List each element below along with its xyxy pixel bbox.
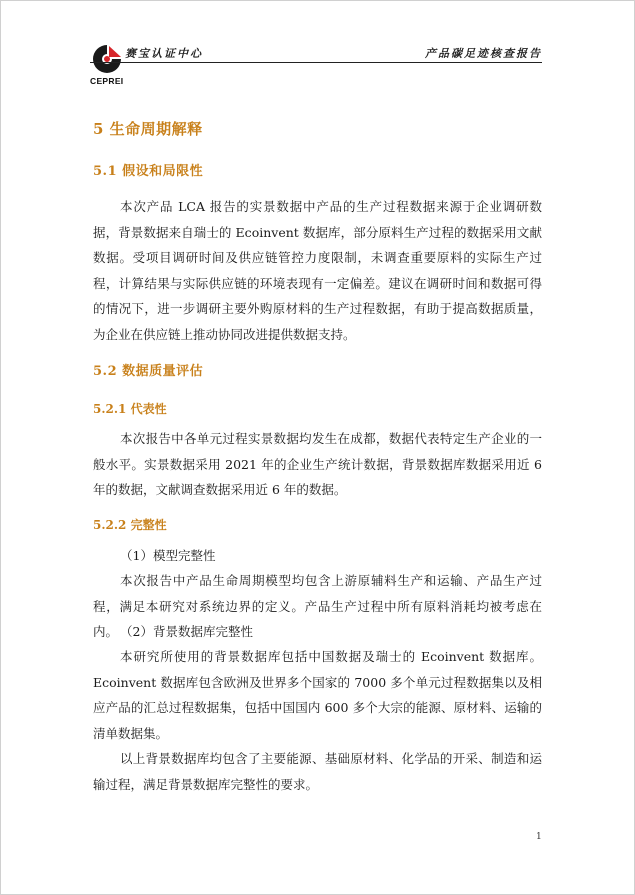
paragraph-assumptions: 本次产品 LCA 报告的实景数据中产品的生产过程数据来源于企业调研数据，背景数据来自瑞士的 Ecoinvent 数据库，部分原料生产过程的数据采用文献数据。受项目调研时间及供应链管控力度限制，未调查重要原料的实际生产过程，计算结果与实际供应链的环境表现有一定偏差。建议在调研时间和数据可得的情况下，进一步调研主要外购原材料的生产过程数据，有助于提高数据质量，为企业在供应链上推动协同改进提供数据支持。 xyxy=(93,199,542,342)
org-name: 赛宝认证中心 xyxy=(125,47,203,60)
paragraph-representativeness: 本次报告中各单元过程实景数据均发生在成都，数据代表特定生产企业的一般水平。实景数据采用 2021 年的企业生产统计数据，背景数据库数据采用近 6 年的数据，文献调查数据采用近 6 年的数据。 xyxy=(93,431,542,497)
subsection-heading-5-2-1: 5.2.1 代表性 xyxy=(93,402,167,416)
page-header xyxy=(90,34,542,86)
paragraph-model-completeness: 本次报告中产品生命周期模型均包含上游原辅料生产和运输、产品生产过程，满足本研究对系统边界的定义。产品生产过程中所有原料消耗均被考虑在内。 xyxy=(93,573,542,639)
paragraph-background-db-summary: 以上背景数据库均包含了主要能源、基础原材料、化学品的开采、制造和运输过程，满足背景数据库完整性的要求。 xyxy=(93,751,542,792)
report-title: 产品碳足迹核查报告 xyxy=(425,47,542,60)
header-divider xyxy=(90,62,542,63)
item-label-model: （1）模型完整性 xyxy=(120,548,216,563)
subsection-heading-5-2: 5.2 数据质量评估 xyxy=(93,364,204,379)
paragraph-background-db: 本研究所使用的背景数据库包括中国数据及瑞士的 Ecoinvent 数据库。Ecoinvent 数据库包含欧洲及世界多个国家的 7000 多个单元过程数据集以及相应产品的汇总过程数据集，包括中国国内 600 多个大宗的能源、原材料、运输的清单数据集。 xyxy=(93,649,542,741)
section-heading: 5 生命周期解释 xyxy=(93,120,203,138)
logo-text: CEPREI xyxy=(90,76,124,86)
page-number: 1 xyxy=(536,832,542,842)
item-label-background-db: （2）背景数据库完整性 xyxy=(120,624,253,639)
subsection-heading-5-1: 5.1 假设和局限性 xyxy=(93,164,204,179)
ceprei-logo-icon xyxy=(90,42,124,76)
subsection-heading-5-2-2: 5.2.2 完整性 xyxy=(93,518,167,532)
